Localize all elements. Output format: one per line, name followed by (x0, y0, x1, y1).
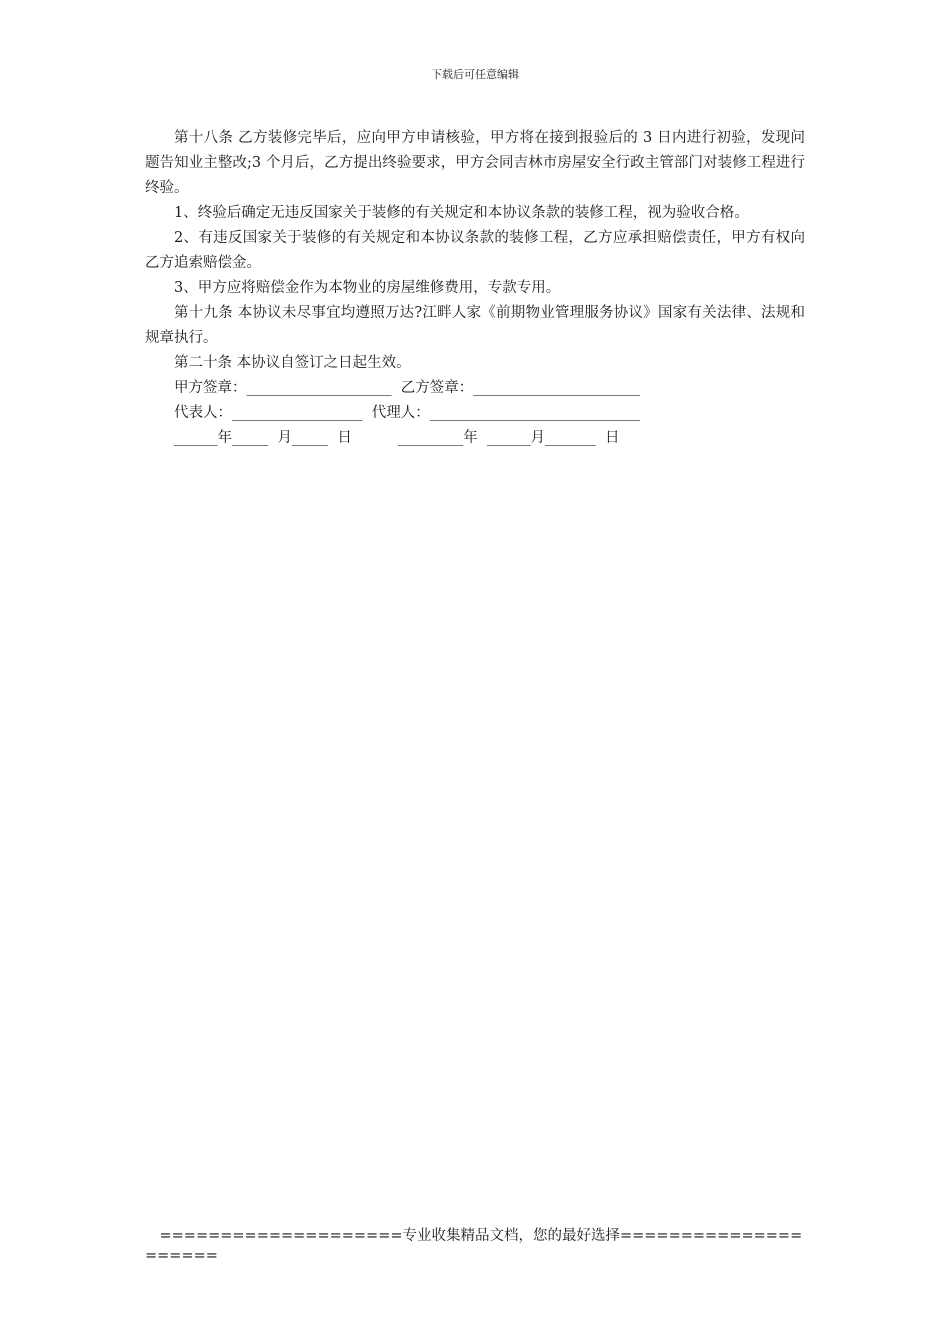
signature-line-representatives: 代表人：__________________ 代理人：_____________________________ (174, 405, 640, 421)
article-18: 第十八条 乙方装修完毕后，应向甲方申请核验，甲方将在接到报验后的 3 日内进行初验，发现问题告知业主整改;3 个月后，乙方提出终验要求，甲方会同吉林市房屋安全行政主管部门对装修工程进行终验。 (145, 130, 805, 196)
footer-banner: ====================专业收集精品文档，您的最好选择===================== (145, 1228, 803, 1264)
clause-1: 1、终验后确定无违反国家关于装修的有关规定和本协议条款的装修工程，视为验收合格。 (174, 205, 749, 221)
header-note: 下载后可任意编辑 (431, 68, 519, 81)
clause-3: 3、甲方应将赔偿金作为本物业的房屋维修费用，专款专用。 (174, 280, 561, 296)
document-body (145, 126, 805, 451)
signature-line-dates: ______年_____ 月_____ 日 _________年 ______月_______ 日 (174, 430, 620, 446)
clause-2: 2、有违反国家关于装修的有关规定和本协议条款的装修工程，乙方应承担赔偿责任，甲方有权向乙方追索赔偿金。 (145, 230, 805, 271)
article-19: 第十九条 本协议未尽事宜均遵照万达?江畔人家《前期物业管理服务协议》国家有关法律、法规和规章执行。 (145, 305, 805, 346)
article-20: 第二十条 本协议自签订之日起生效。 (174, 355, 411, 371)
signature-line-seals: 甲方签章：____________________ 乙方签章：_______________________ (174, 380, 640, 396)
